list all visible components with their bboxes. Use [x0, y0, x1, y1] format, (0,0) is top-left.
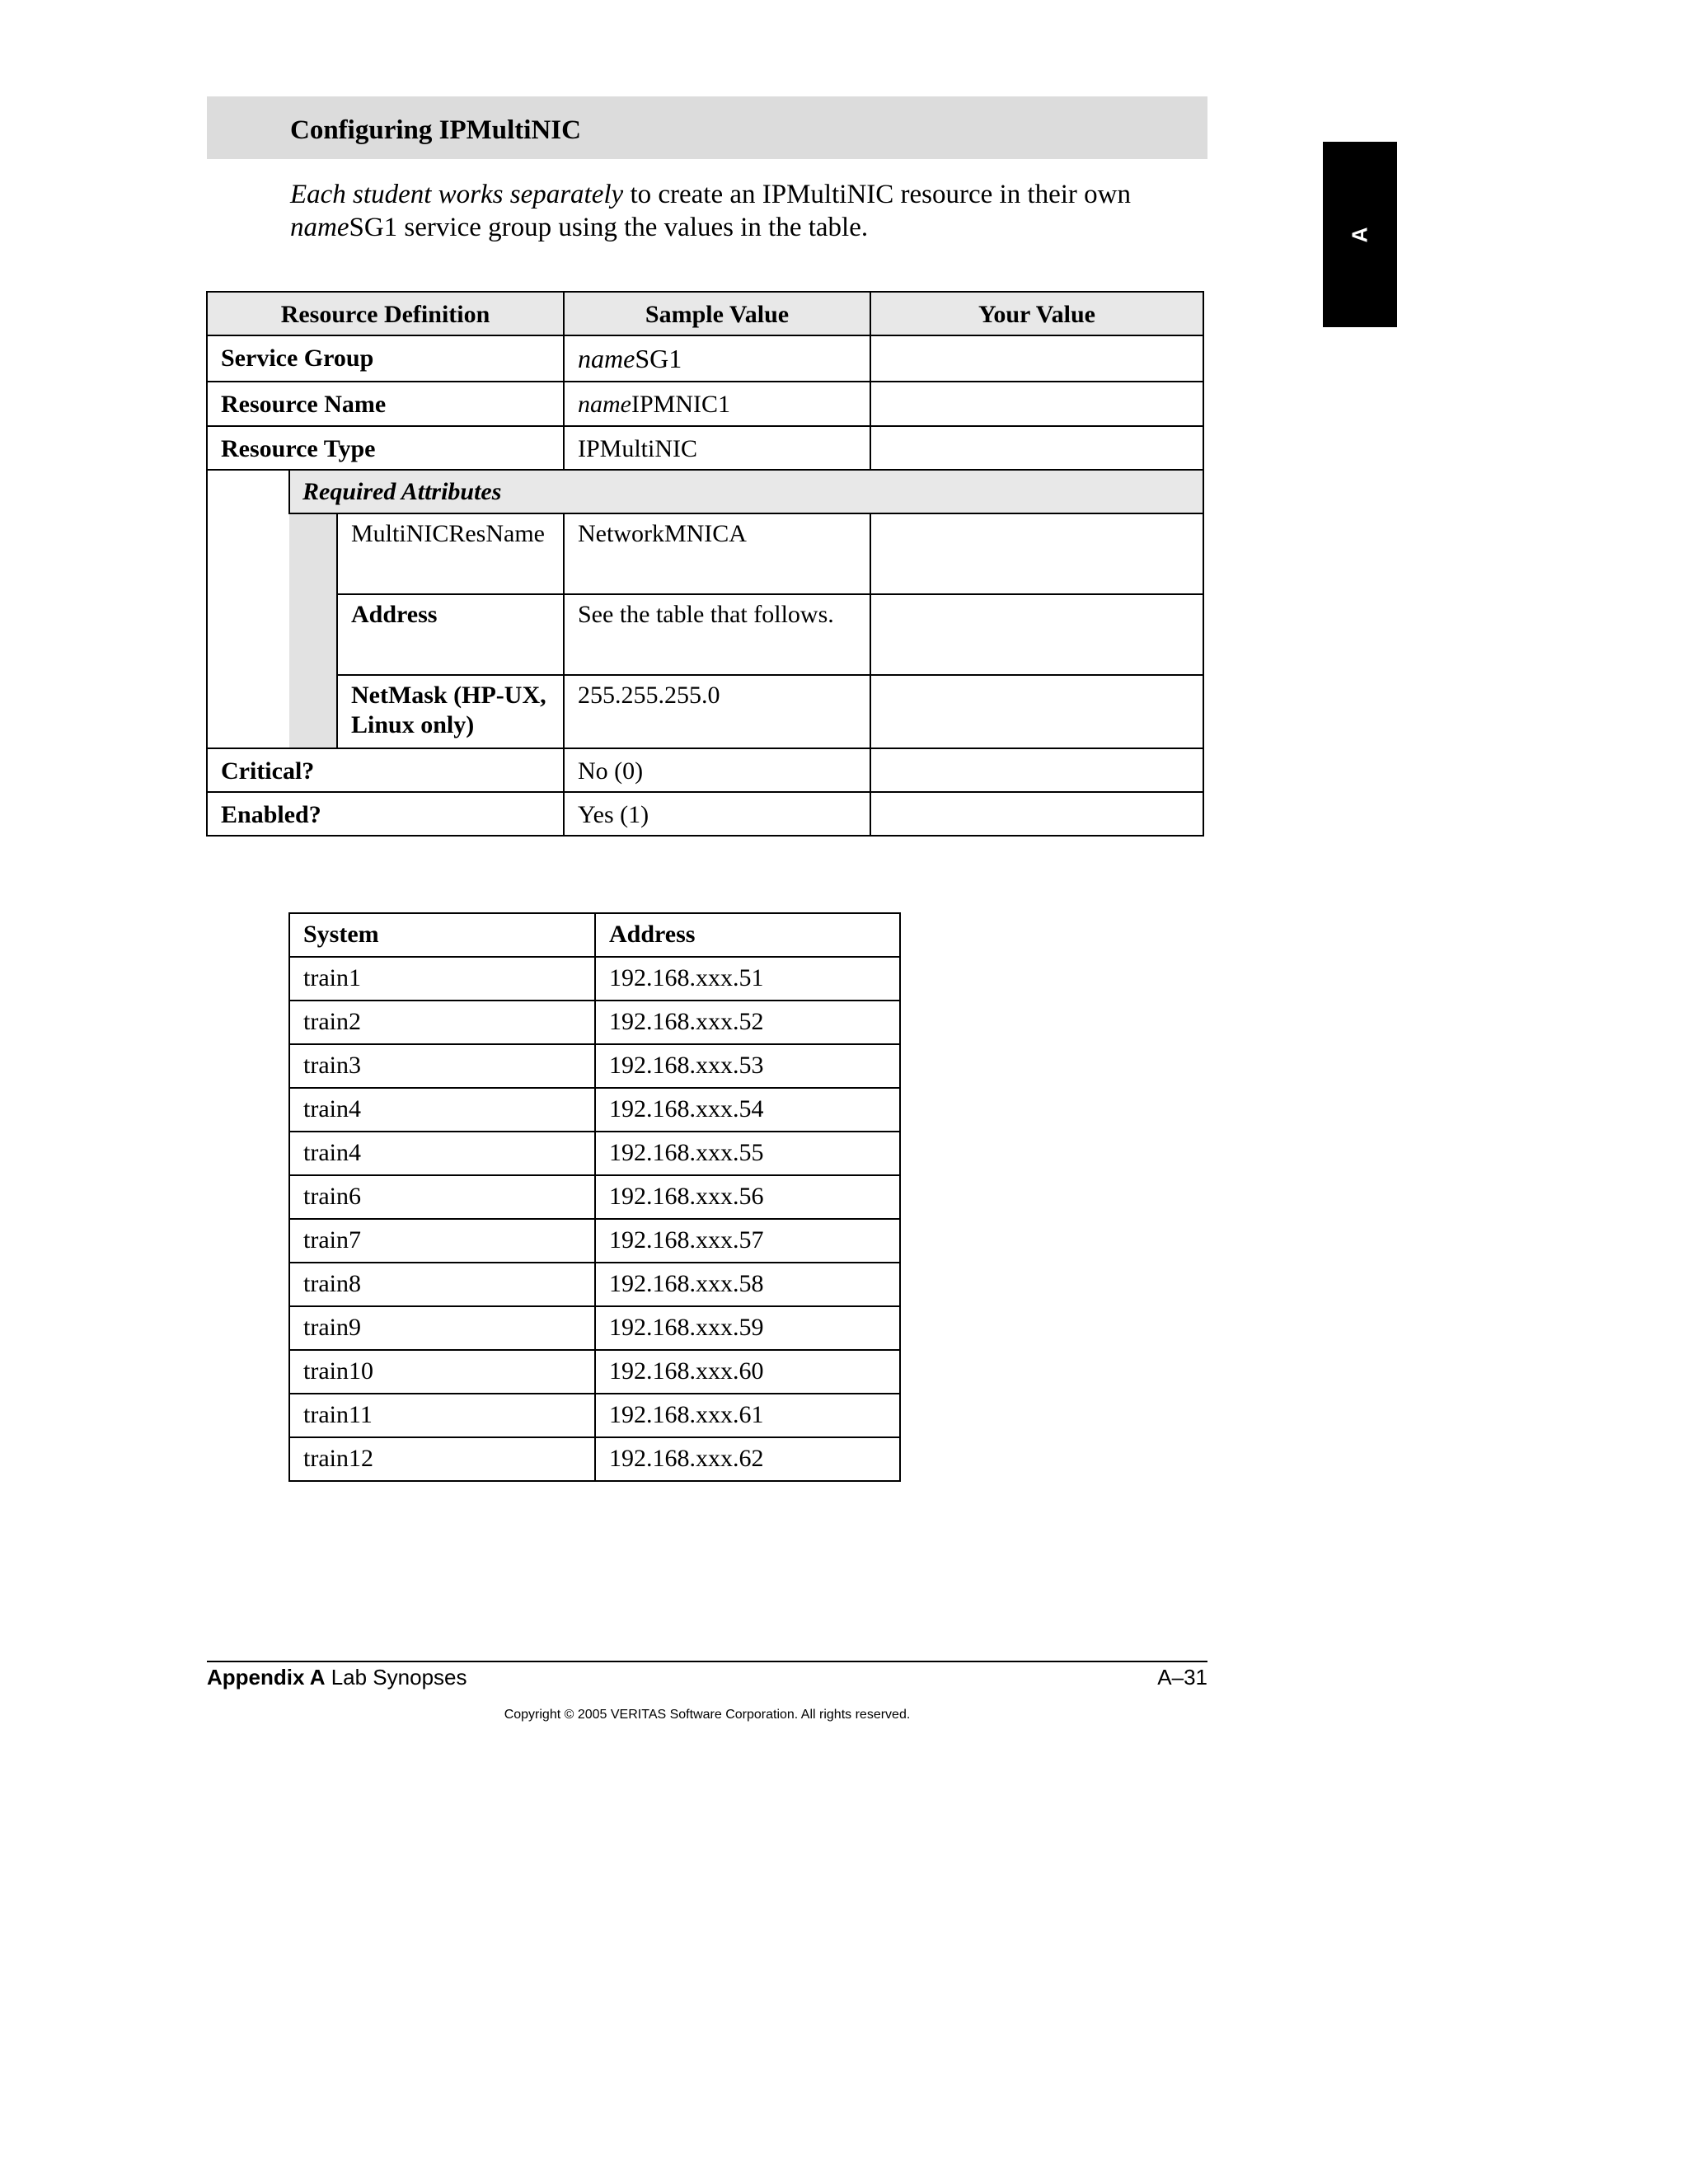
table-row-address: 192.168.xxx.53	[594, 1043, 901, 1089]
table-row-address: 192.168.xxx.52	[594, 1000, 901, 1045]
table-row-address: 192.168.xxx.56	[594, 1174, 901, 1220]
label-multinicresname: MultiNICResName	[336, 513, 565, 595]
intro-text-2: SG1 service group using the values in the table.	[349, 213, 869, 242]
table-row-address: 192.168.xxx.62	[594, 1436, 901, 1482]
section-heading: Configuring IPMultiNIC	[290, 115, 581, 145]
label-address: Address	[336, 593, 565, 676]
attribute-indent-shade	[289, 513, 338, 748]
label-netmask: NetMask (HP-UX, Linux only)	[336, 674, 565, 749]
label-enabled: Enabled?	[206, 791, 565, 837]
intro-italic-name: name	[290, 213, 349, 242]
your-value-resource-name	[870, 381, 1204, 427]
your-value-enabled	[870, 791, 1204, 837]
your-value-service-group	[870, 335, 1204, 382]
table-row-system: train12	[288, 1436, 596, 1482]
intro-paragraph	[290, 178, 1197, 244]
value-address: See the table that follows.	[563, 593, 871, 676]
page-number: A–31	[1157, 1665, 1207, 1690]
intro-italic-lead: Each student works separately	[290, 180, 624, 209]
your-value-multinicresname	[870, 513, 1204, 595]
intro-text-1: to create an IPMultiNIC resource in their own	[623, 180, 1132, 209]
table-row-system: train11	[288, 1393, 596, 1438]
footer-section-title: Appendix A Lab Synopses	[207, 1665, 467, 1690]
value-critical: No (0)	[563, 748, 871, 793]
header-system: System	[288, 912, 596, 958]
table-row-address: 192.168.xxx.61	[594, 1393, 901, 1438]
table-row-address: 192.168.xxx.55	[594, 1131, 901, 1176]
header-your-value: Your Value	[870, 291, 1204, 336]
table-row-address: 192.168.xxx.60	[594, 1349, 901, 1394]
table-row-address: 192.168.xxx.58	[594, 1262, 901, 1307]
value-multinicresname: NetworkMNICA	[563, 513, 871, 595]
table-row-address: 192.168.xxx.57	[594, 1218, 901, 1263]
table-row-system: train3	[288, 1043, 596, 1089]
table-row-system: train8	[288, 1262, 596, 1307]
table-row-system: train4	[288, 1087, 596, 1132]
value-service-group: nameSG1	[563, 335, 871, 382]
label-resource-type: Resource Type	[206, 425, 565, 471]
header-sample-value: Sample Value	[563, 291, 871, 336]
label-service-group: Service Group	[206, 335, 565, 382]
your-value-resource-type	[870, 425, 1204, 471]
value-resource-name: nameIPMNIC1	[563, 381, 871, 427]
table-row-system: train4	[288, 1131, 596, 1176]
required-attributes-label: Required Attributes	[288, 469, 1204, 514]
header-address: Address	[594, 912, 901, 958]
side-tab-label: A	[1347, 227, 1372, 242]
value-netmask: 255.255.255.0	[563, 674, 871, 749]
table-row-system: train1	[288, 956, 596, 1001]
table-row-system: train9	[288, 1305, 596, 1351]
table-row-system: train6	[288, 1174, 596, 1220]
copyright-notice: Copyright © 2005 VERITAS Software Corporation. All rights reserved.	[504, 1708, 911, 1722]
table-row-system: train7	[288, 1218, 596, 1263]
value-enabled: Yes (1)	[563, 791, 871, 837]
your-value-address	[870, 593, 1204, 676]
value-resource-type: IPMultiNIC	[563, 425, 871, 471]
footer-rule	[207, 1661, 1207, 1662]
table-row-address: 192.168.xxx.59	[594, 1305, 901, 1351]
your-value-critical	[870, 748, 1204, 793]
header-resource-definition: Resource Definition	[206, 291, 565, 336]
label-resource-name: Resource Name	[206, 381, 565, 427]
label-critical: Critical?	[206, 748, 565, 793]
your-value-netmask	[870, 674, 1204, 749]
table-row-address: 192.168.xxx.54	[594, 1087, 901, 1132]
table-row-system: train10	[288, 1349, 596, 1394]
table-row-address: 192.168.xxx.51	[594, 956, 901, 1001]
appendix-side-tab	[1323, 142, 1397, 327]
table-row-system: train2	[288, 1000, 596, 1045]
